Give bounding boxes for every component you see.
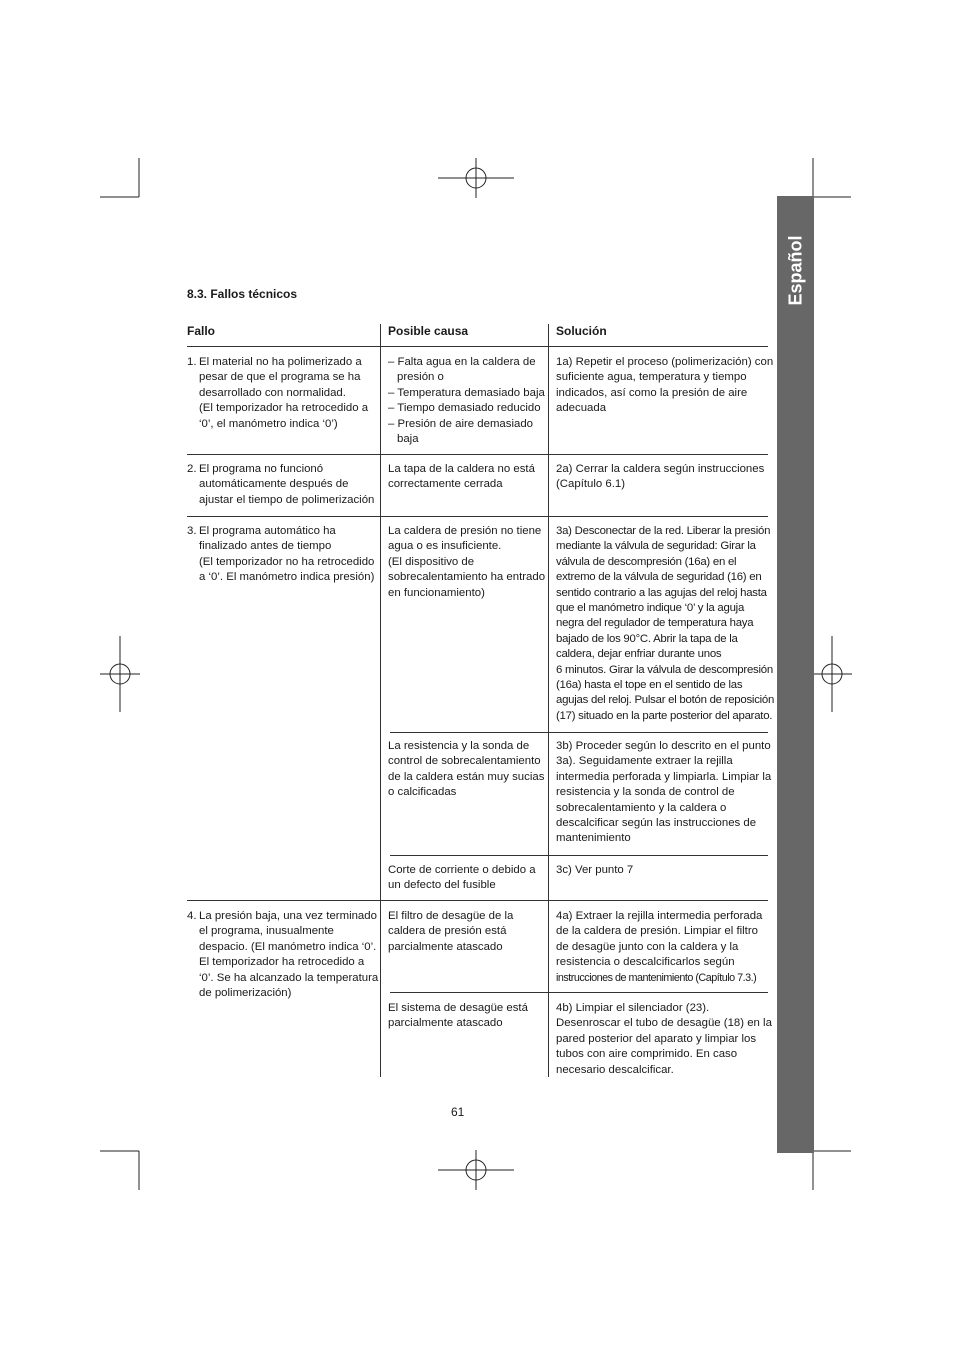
text-line: de polimerización) — [199, 987, 292, 1000]
text-line: 4a) Extraer la rejilla intermedia perforada — [556, 910, 763, 922]
fallo-cell-1 — [187, 355, 373, 432]
section-heading: 8.3. Fallos técnicos — [187, 287, 298, 301]
registration-mark — [438, 158, 514, 198]
causa-cell-3b — [388, 739, 544, 801]
text-line: resistencia o descalcificarlos según — [556, 956, 735, 969]
solucion-cell-3b — [556, 739, 772, 847]
text-line: tubos con aire comprimido. En caso — [556, 1048, 738, 1061]
text-line: negra del regulador de temperatura haya — [556, 617, 754, 630]
language-tab — [777, 196, 814, 1153]
text-line: a ‘0’. El manómetro indica presión) — [199, 571, 375, 584]
text-line: adecuada — [556, 402, 607, 415]
text-line: – Falta agua en la caldera de — [388, 356, 536, 368]
text-line: El material no ha polimerizado a — [199, 356, 362, 368]
solucion-cell-4b — [556, 1001, 772, 1078]
text-line: 4b) Limpiar el silenciador (23). — [556, 1002, 710, 1014]
text-line: sobrecalentamiento ha entrado — [388, 571, 546, 584]
solucion-cell-1a — [556, 355, 774, 417]
text-line: (Capítulo 6.1) — [556, 478, 626, 491]
text-line: de la caldera de presión. Limpiar el filtro — [556, 925, 758, 938]
column-header-solucion: Solución — [556, 324, 607, 338]
text-line: descalcificar según las instrucciones de — [556, 817, 757, 830]
text-line: ajustar el tiempo de polimerización — [199, 493, 375, 506]
text-line: el programa, inusualmente — [199, 925, 334, 938]
text-line: La tapa de la caldera no está — [388, 463, 535, 475]
column-header-causa: Posible causa — [388, 324, 469, 338]
solucion-cell-3a — [556, 524, 775, 724]
text-line: El temporizador ha retrocedido a — [199, 956, 365, 969]
causa-cell-3a — [388, 524, 544, 601]
text-line: parcialmente atascado — [388, 940, 503, 953]
causa-cell-3c — [388, 863, 544, 894]
causa-cell-4b — [388, 1001, 544, 1032]
text-line: Desenroscar el tubo de desagüe (18) en la — [556, 1017, 772, 1030]
text-line: ‘0’, el manómetro indica ‘0’) — [199, 417, 338, 430]
fallo-number: 1. — [187, 356, 197, 368]
text-line: (El temporizador no ha retrocedido — [199, 555, 375, 568]
fallo-cell-3 — [187, 524, 373, 586]
text-line: presión o — [397, 371, 444, 384]
fallo-number: 3. — [187, 525, 197, 537]
causa-cell-4a — [388, 909, 544, 955]
text-line: automáticamente después de — [199, 478, 349, 491]
text-line: finalizado antes de tiempo — [199, 540, 332, 553]
causa-cell-1 — [388, 355, 544, 447]
solucion-cell-2a — [556, 462, 768, 493]
solucion-cell-4a — [556, 909, 768, 986]
text-line: extremo de la válvula de seguridad (16) en — [556, 571, 762, 584]
fallo-number: 2. — [187, 463, 197, 475]
text-line: desarrollado con normalidad. — [199, 386, 346, 399]
fallo-number: 4. — [187, 910, 197, 922]
table-rule — [187, 516, 768, 517]
text-line: instrucciones de mantenimiento (Capítulo 7.3.) — [556, 971, 757, 984]
text-line: (El dispositivo de — [388, 555, 475, 568]
text-line: caldera, dejar enfriar durante unos — [556, 648, 722, 661]
text-line: – Temperatura demasiado baja — [388, 386, 545, 399]
registration-mark — [438, 1150, 514, 1190]
text-line: (El temporizador ha retrocedido a — [199, 402, 369, 415]
text-line: 1a) Repetir el proceso (polimerización) con — [556, 356, 774, 368]
text-line: (17) situado en la parte posterior del aparato. — [556, 709, 773, 722]
text-line: El filtro de desagüe de la — [388, 910, 514, 922]
text-line: pesar de que el programa se ha — [199, 371, 361, 384]
language-tab-label: Español — [785, 235, 805, 306]
text-line: (16a) hasta el tope en el sentido de las — [556, 679, 743, 692]
text-line: necesario descalcificar. — [556, 1063, 674, 1076]
table-rule — [187, 900, 768, 901]
text-line: agujas del reloj. Pulsar el botón de reposición — [556, 694, 775, 707]
text-line: válvula de descompresión (16a) en el — [556, 555, 737, 568]
text-line: agua o es insuficiente. — [388, 540, 502, 553]
text-line: bajado de los 90°C. Abrir la tapa de la — [556, 632, 738, 645]
table-rule — [187, 454, 768, 455]
text-line: 3b) Proceder según lo descrito en el punto — [556, 740, 771, 752]
text-line: mediante la válvula de seguridad: Girar la — [556, 540, 756, 553]
text-line: pared posterior del aparato y limpiar los — [556, 1032, 757, 1045]
text-line: 3a). Seguidamente extraer la rejilla — [556, 755, 733, 768]
table-rule — [390, 992, 768, 993]
text-line: o calcificadas — [388, 786, 457, 799]
text-line: resistencia y la sonda de control de — [556, 786, 735, 799]
registration-mark — [100, 636, 140, 712]
text-line: correctamente cerrada — [388, 478, 503, 491]
text-line: parcialmente atascado — [388, 1017, 503, 1030]
text-line: El programa automático ha — [199, 525, 336, 537]
text-line: 3c) Ver punto 7 — [556, 864, 634, 876]
text-line: indicados, así como la presión de aire — [556, 386, 748, 399]
text-line: La caldera de presión no tiene — [388, 525, 542, 537]
text-line: La resistencia y la sonda de — [388, 740, 530, 752]
column-divider — [380, 324, 381, 1077]
text-line: suficiente agua, temperatura y tiempo — [556, 371, 747, 384]
text-line: en funcionamiento) — [388, 586, 485, 599]
text-line: sentido contrario a las agujas del reloj hasta — [556, 586, 767, 599]
text-line: de la caldera están muy sucias — [388, 770, 545, 783]
fallo-cell-2 — [187, 462, 373, 508]
table-rule — [390, 732, 768, 733]
text-line: baja — [397, 433, 419, 446]
text-line: El programa no funcionó — [199, 463, 324, 475]
text-line: – Presión de aire demasiado — [388, 417, 534, 430]
text-line: Corte de corriente o debido a — [388, 864, 536, 876]
table-rule — [187, 346, 768, 347]
causa-cell-2 — [388, 462, 544, 493]
text-line: – Tiempo demasiado reducido — [388, 402, 541, 415]
page-number: 61 — [451, 1105, 465, 1119]
text-line: mantenimiento — [556, 832, 631, 845]
text-line: despacio. (El manómetro indica ‘0’. — [199, 940, 377, 953]
text-line: La presión baja, una vez terminado — [199, 910, 377, 922]
column-divider — [548, 324, 549, 1077]
fallo-cell-4 — [187, 909, 379, 1001]
text-line: 3a) Desconectar de la red. Liberar la presión — [556, 525, 771, 537]
table-rule — [390, 855, 768, 856]
text-line: control de sobrecalentamiento — [388, 755, 541, 768]
column-header-fallo: Fallo — [187, 324, 216, 338]
text-line: sobrecalentamiento y la caldera o — [556, 801, 727, 814]
text-line: un defecto del fusible — [388, 879, 496, 892]
solucion-cell-3c — [556, 863, 768, 878]
text-line: El sistema de desagüe está — [388, 1002, 528, 1014]
registration-mark — [812, 636, 852, 712]
text-line: 6 minutos. Girar la válvula de descompresión — [556, 663, 773, 676]
text-line: ‘0’. Se ha alcanzado la temperatura — [199, 971, 379, 984]
text-line: de desagüe junto con la caldera y la — [556, 940, 739, 953]
text-line: 2a) Cerrar la caldera según instrucciones — [556, 463, 765, 475]
text-line: caldera de presión está — [388, 925, 507, 938]
text-line: intermedia perforada y limpiarla. Limpiar la — [556, 770, 772, 783]
text-line: que el manómetro indique ‘0’ y la aguja — [556, 602, 745, 615]
